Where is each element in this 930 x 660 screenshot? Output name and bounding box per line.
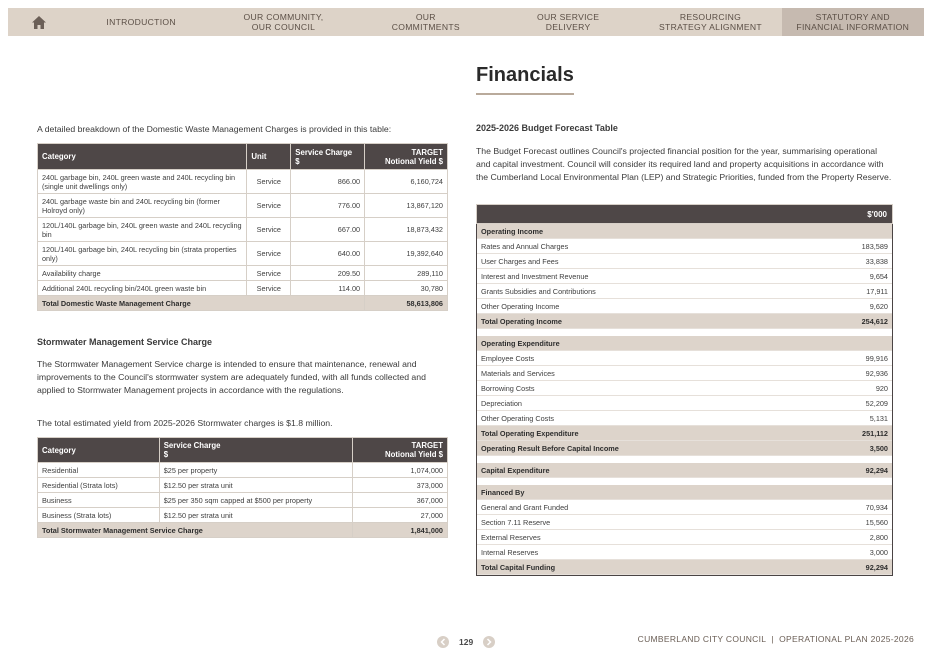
- spacer-cell: [477, 456, 893, 463]
- budget-cell: [477, 396, 892, 411]
- budget-cell: [477, 515, 892, 530]
- budget-label: Employee Costs: [481, 353, 535, 363]
- budget-label: Section 7.11 Reserve: [481, 517, 551, 527]
- table-row: [38, 281, 448, 296]
- waste-charges-table: [37, 143, 448, 311]
- chevron-left-icon: [440, 638, 446, 646]
- budget-heading: 2025-2026 Budget Forecast Table: [476, 123, 618, 133]
- chevron-right-icon: [486, 638, 492, 646]
- cell-category: Business (Strata lots): [38, 508, 160, 523]
- total-label: Total Domestic Waste Management Charge: [38, 296, 365, 311]
- cell-charge: 640.00: [291, 242, 365, 266]
- col-header-category: Category: [38, 144, 247, 170]
- cell-charge: 667.00: [291, 218, 365, 242]
- budget-value: 92,294: [865, 562, 888, 572]
- budget-cell: [477, 500, 892, 515]
- col-header-service-charge: Service Charge $: [291, 144, 365, 170]
- budget-forecast-table: [476, 204, 893, 576]
- table-row: [477, 299, 893, 314]
- cell-charge: $25 per property: [159, 463, 352, 478]
- budget-cell: [477, 426, 892, 441]
- cell-charge: $12.50 per strata unit: [159, 478, 352, 493]
- budget-value: 5,131: [869, 413, 888, 423]
- total-row: [477, 314, 893, 329]
- table-row: [38, 218, 448, 242]
- budget-cell: [477, 366, 892, 381]
- budget-value: 3,500: [869, 443, 888, 453]
- budget-label: External Reserves: [481, 532, 541, 542]
- table-row: [477, 269, 893, 284]
- budget-label: Borrowing Costs: [481, 383, 535, 393]
- budget-cell: [477, 299, 892, 314]
- budget-value: 33,838: [865, 256, 888, 266]
- col-header-target-yield: TARGET Notional Yield $: [353, 438, 448, 463]
- cell-unit: Service: [247, 170, 291, 194]
- cell-category: 240L garbage waste bin and 240L recycling bin (former Holroyd only): [38, 194, 247, 218]
- budget-value: 99,916: [865, 353, 888, 363]
- table-row: [477, 239, 893, 254]
- budget-value: 254,612: [861, 316, 888, 326]
- cell-yield: 289,110: [365, 266, 448, 281]
- waste-intro-text: A detailed breakdown of the Domestic Waste Management Charges is provided in this table:: [37, 124, 392, 134]
- cell-unit: Service: [247, 218, 291, 242]
- table-row: [477, 530, 893, 545]
- cell-yield: 19,392,640: [365, 242, 448, 266]
- budget-value: 183,589: [861, 241, 888, 251]
- cell-charge: $12.50 per strata unit: [159, 508, 352, 523]
- cell-unit: Service: [247, 194, 291, 218]
- table-total-row: [38, 296, 448, 311]
- budget-value: 9,620: [869, 301, 888, 311]
- spacer-cell: [477, 329, 893, 336]
- col-header-unit: Unit: [247, 144, 291, 170]
- budget-value: 17,911: [866, 286, 888, 296]
- cell-charge: 776.00: [291, 194, 365, 218]
- budget-cell: [477, 463, 892, 478]
- table-row: [38, 508, 448, 523]
- budget-label: Interest and Investment Revenue: [481, 271, 589, 281]
- col-header-unit: $'000: [477, 205, 893, 224]
- budget-cell: [477, 254, 892, 269]
- cell-charge: 866.00: [291, 170, 365, 194]
- cell-yield: 18,873,432: [365, 218, 448, 242]
- table-row: [477, 254, 893, 269]
- col-header-target-yield: TARGET Notional Yield $: [365, 144, 448, 170]
- budget-label: Rates and Annual Charges: [481, 241, 569, 251]
- page-title: Financials: [476, 64, 574, 86]
- table-row: [477, 381, 893, 396]
- table-row: [477, 411, 893, 426]
- budget-label: Total Operating Expenditure: [481, 428, 579, 438]
- table-row: [477, 515, 893, 530]
- tab-introduction[interactable]: INTRODUCTION: [106, 17, 176, 27]
- budget-value: 92,294: [865, 465, 888, 475]
- budget-label: Materials and Services: [481, 368, 555, 378]
- budget-value: 3,000: [869, 547, 888, 557]
- spacer-cell: [477, 478, 893, 485]
- cell-category: 120L/140L garbage bin, 240L recycling bin (strata properties only): [38, 242, 247, 266]
- spacer-row: [477, 329, 893, 336]
- table-row: [477, 366, 893, 381]
- table-total-row: [38, 523, 448, 538]
- cell-category: 240L garbage bin, 240L green waste and 240L recycling bin (single unit dwellings only): [38, 170, 247, 194]
- table-row: [38, 493, 448, 508]
- table-row: [38, 266, 448, 281]
- budget-description: The Budget Forecast outlines Council's projected financial position for the year, summarising operational and capital investment. Council will consider its required land and property acquisitions in accordance with the Cumberland Local Environmental Plan (LEP) and Strategic Priorities, funded from the Property Reserve.: [476, 146, 892, 182]
- total-value: 1,841,000: [353, 523, 448, 538]
- budget-value: 251,112: [862, 428, 888, 438]
- budget-rows: [477, 224, 893, 576]
- budget-cell: [477, 381, 892, 396]
- budget-label: Internal Reserves: [481, 547, 539, 557]
- budget-label: Operating Expenditure: [481, 338, 560, 348]
- budget-label: Other Operating Income: [481, 301, 560, 311]
- budget-label: Depreciation: [481, 398, 522, 408]
- budget-value: 92,936: [865, 368, 888, 378]
- table-row: [477, 500, 893, 515]
- total-value: 58,613,806: [365, 296, 448, 311]
- budget-cell: [477, 545, 892, 560]
- cell-yield: 6,160,724: [365, 170, 448, 194]
- total-row: [477, 560, 893, 576]
- home-button[interactable]: [8, 8, 70, 36]
- table-row: [477, 351, 893, 366]
- prev-page-button[interactable]: [437, 636, 449, 648]
- group-header-row: [477, 224, 893, 240]
- table-row: [477, 284, 893, 299]
- cell-charge: 114.00: [291, 281, 365, 296]
- total-row: [477, 463, 893, 478]
- budget-label: Other Operating Costs: [481, 413, 555, 423]
- page-number: 129: [459, 637, 474, 647]
- total-row: [477, 441, 893, 456]
- table-row: [38, 194, 448, 218]
- tab-resourcing-strategy[interactable]: RESOURCING STRATEGY ALIGNMENT: [658, 12, 762, 32]
- stormwater-charges-table: [37, 437, 448, 538]
- budget-cell: [477, 239, 892, 254]
- next-page-button[interactable]: [483, 636, 495, 648]
- cell-category: Business: [38, 493, 160, 508]
- cell-category: Residential: [38, 463, 160, 478]
- cell-yield: 30,780: [365, 281, 448, 296]
- stormwater-yield-text: The total estimated yield from 2025-2026 Stormwater charges is $1.8 million.: [37, 418, 333, 428]
- budget-value: 9,654: [869, 271, 888, 281]
- cell-category: Residential (Strata lots): [38, 478, 160, 493]
- budget-label: General and Grant Funded: [481, 502, 569, 512]
- budget-cell: [477, 351, 892, 366]
- title-underline: [476, 93, 574, 95]
- cell-charge: 209.50: [291, 266, 365, 281]
- stormwater-description: The Stormwater Management Service charge is intended to ensure that maintenance, renewal and improvements to the Council's stormwater system are adequately funded, with all funds collected and applied to Stormwater Management projects in accordance with the regulations.: [37, 359, 426, 395]
- budget-label: Financed By: [481, 487, 525, 497]
- cell-yield: 13,867,120: [365, 194, 448, 218]
- col-header-service-charge: Service Charge $: [159, 438, 352, 463]
- budget-label: Operating Result Before Capital Income: [481, 443, 619, 453]
- budget-value: 2,800: [869, 532, 888, 542]
- tab-statutory-financial[interactable]: STATUTORY AND FINANCIAL INFORMATION: [782, 8, 924, 36]
- budget-value: 52,209: [865, 398, 888, 408]
- table-row: [477, 545, 893, 560]
- table-row: [38, 478, 448, 493]
- tab-our-commitments[interactable]: OUR COMMITMENTS: [391, 12, 460, 32]
- cell-unit: Service: [247, 281, 291, 296]
- cell-yield: 1,074,000: [353, 463, 448, 478]
- budget-label: Operating Income: [481, 226, 544, 236]
- total-label: Total Stormwater Management Service Charge: [38, 523, 353, 538]
- pager: [437, 636, 495, 648]
- budget-cell: [477, 269, 892, 284]
- spacer-row: [477, 478, 893, 485]
- budget-cell: [477, 560, 892, 575]
- cell-category: 120L/140L garbage bin, 240L green waste and 240L recycling bin: [38, 218, 247, 242]
- cell-category: Additional 240L recycling bin/240L green waste bin: [38, 281, 247, 296]
- budget-label: User Charges and Fees: [481, 256, 559, 266]
- budget-value: 15,560: [865, 517, 888, 527]
- table-row: [477, 396, 893, 411]
- col-header-category: Category: [38, 438, 160, 463]
- budget-value: 920: [875, 383, 888, 393]
- table-row: [38, 463, 448, 478]
- budget-cell: [477, 224, 892, 239]
- budget-cell: [477, 314, 892, 329]
- group-header-row: [477, 485, 893, 500]
- cell-charge: $25 per 350 sqm capped at $500 per property: [159, 493, 352, 508]
- footer-publication-title: CUMBERLAND CITY COUNCIL | OPERATIONAL PLAN 2025-2026: [637, 634, 914, 644]
- budget-cell: [477, 284, 892, 299]
- spacer-row: [477, 456, 893, 463]
- tab-our-service-delivery[interactable]: OUR SERVICE DELIVERY: [536, 12, 600, 32]
- top-navigation: [8, 8, 924, 36]
- budget-cell: [477, 411, 892, 426]
- cell-category: Availability charge: [38, 266, 247, 281]
- table-row: [38, 242, 448, 266]
- budget-label: Capital Expenditure: [481, 465, 550, 475]
- budget-cell: [477, 441, 892, 456]
- budget-cell: [477, 530, 892, 545]
- cell-yield: 367,000: [353, 493, 448, 508]
- home-icon: [31, 15, 47, 30]
- budget-label: Total Operating Income: [481, 316, 562, 326]
- table-row: [38, 170, 448, 194]
- group-header-row: [477, 336, 893, 351]
- stormwater-heading: Stormwater Management Service Charge: [37, 337, 213, 347]
- budget-cell: [477, 485, 892, 500]
- cell-unit: Service: [247, 242, 291, 266]
- tab-our-community[interactable]: OUR COMMUNITY, OUR COUNCIL: [243, 12, 324, 32]
- cell-yield: 373,000: [353, 478, 448, 493]
- budget-label: Total Capital Funding: [481, 562, 556, 572]
- budget-label: Grants Subsidies and Contributions: [481, 286, 596, 296]
- total-row: [477, 426, 893, 441]
- cell-unit: Service: [247, 266, 291, 281]
- budget-value: 70,934: [865, 502, 888, 512]
- budget-cell: [477, 336, 892, 351]
- cell-yield: 27,000: [353, 508, 448, 523]
